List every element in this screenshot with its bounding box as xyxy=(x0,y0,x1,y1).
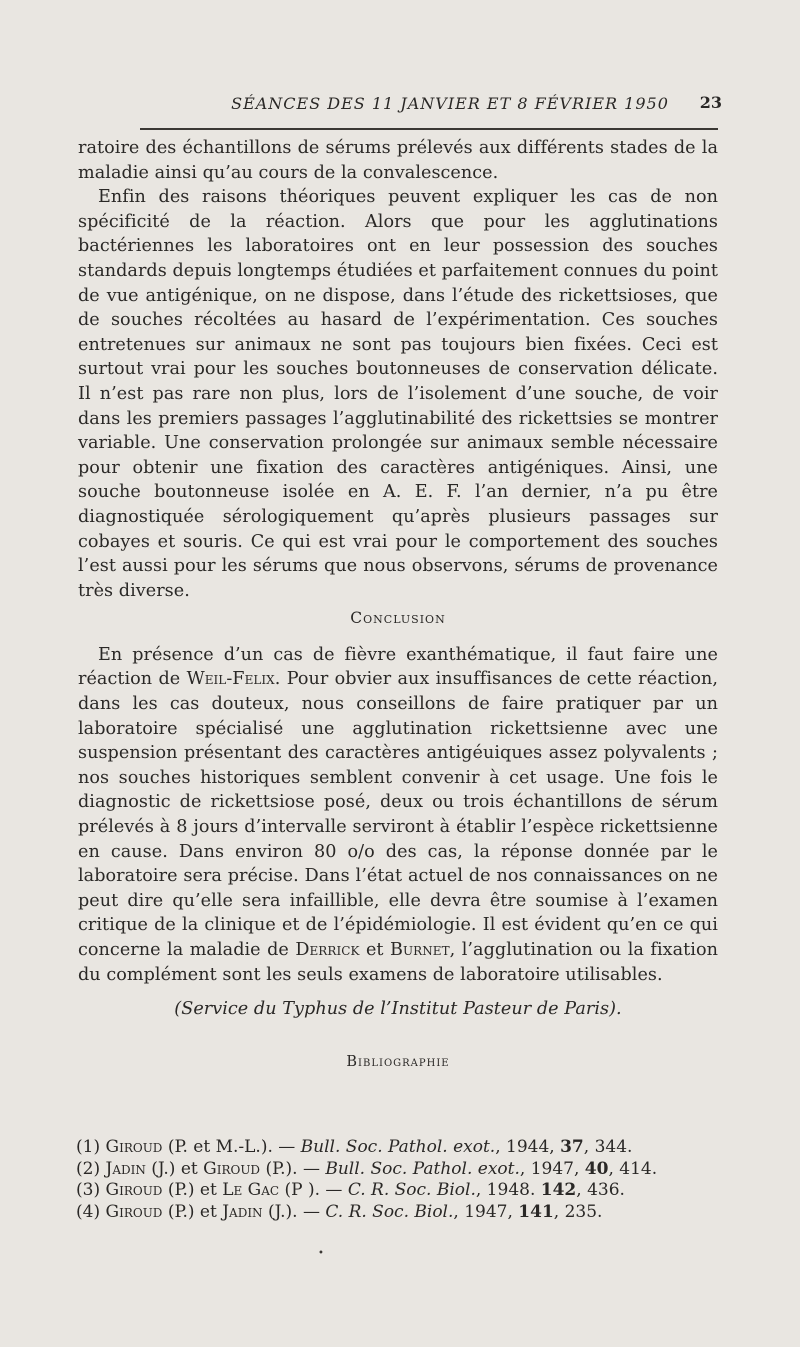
ref-year: , 1947, xyxy=(453,1201,513,1222)
ref-number: (2) xyxy=(76,1158,101,1179)
ref-pages: , 344. xyxy=(583,1137,633,1157)
institution-signature: (Service du Typhus de l’Institut Pasteur de Paris). xyxy=(174,999,622,1020)
ref-author-2-initials: (P.). — xyxy=(265,1158,320,1179)
ref-journal: C. R. Soc. Biol. xyxy=(347,1180,476,1201)
ref-number: (3) xyxy=(76,1180,101,1201)
ref-year: , 1948. xyxy=(475,1180,536,1201)
ref-journal: Bull. Soc. Pathol. exot. xyxy=(325,1158,520,1179)
conclusion-paragraph xyxy=(78,643,718,987)
author-derrick: Derrick xyxy=(295,940,360,960)
ref-author-2: Giroud xyxy=(203,1158,261,1179)
running-header: SÉANCES DES 11 JANVIER ET 8 FÉVRIER 1950 xyxy=(231,94,669,113)
ref-author-initials: (P.) et xyxy=(167,1201,217,1222)
ref-volume: 141 xyxy=(518,1201,554,1222)
ref-author-2: Jadin xyxy=(222,1201,263,1222)
bibliography-item xyxy=(76,1180,736,1202)
body-text xyxy=(78,136,718,1074)
ref-journal: C. R. Soc. Biol. xyxy=(325,1201,454,1222)
header-rule xyxy=(140,128,718,130)
paragraph-continuation: ratoire des échantillons de sérums prélevés aux différents stades de la maladie ainsi qu’au cours de la convalescence. xyxy=(78,138,718,183)
print-speck: • xyxy=(318,1248,324,1259)
conclusion-text-3: , l’agglutination ou la fixation du complément sont les seuls examens de laboratoire utilisables. xyxy=(78,940,718,985)
ref-author: Giroud xyxy=(105,1137,163,1157)
ref-journal: Bull. Soc. Pathol. exot. xyxy=(300,1137,496,1157)
ref-volume: 40 xyxy=(584,1158,609,1179)
ref-author-initials: (P. et M.-L.). — xyxy=(167,1137,296,1157)
ref-author: Giroud xyxy=(105,1180,163,1201)
ref-year: , 1944, xyxy=(495,1137,555,1157)
ref-number: (1) xyxy=(76,1137,101,1157)
ref-year: , 1947, xyxy=(519,1158,580,1179)
ref-pages: , 235. xyxy=(553,1201,603,1222)
ref-author-2-initials: (J.). — xyxy=(267,1201,320,1222)
paragraph-theoretical-reasons: Enfin des raisons théoriques peuvent expliquer les cas de non spécificité de la réaction. Alors que pour les agglutinations bactériennes les laboratoires ont en leur possession des souches standards depuis longtemps étudiées et parfaitement connues du point de vue antigénique, on ne dispose, dans l’étude des rickettsioses, que de souches récoltées au hasard de l’expérimentation. Ces souches entretenues sur animaux ne sont pas toujours bien fixées. Ceci est surtout vrai pour les souches boutonneuses de conservation délicate. Il n’est pas rare non plus, lors de l’isolement d’une souche, de voir dans les premiers passages l’agglutinabilité des rickettsies se montrer variable. Une conservation prolongée sur animaux semble nécessaire pour obtenir une fixation des caractères antigéniques. Ainsi, une souche boutonneuse isolée en A. E. F. l’an dernier, n’a pu être diagnostiquée sérologiquement qu’après plusieurs passages sur cobayes et souris. Ce qui est vrai pour le comportement des souches l’est aussi pour les sérums que nous observons, sérums de provenance très diverse. xyxy=(78,187,718,601)
bibliography-item xyxy=(76,1159,736,1181)
author-weil-felix: Weil-Felix xyxy=(186,669,275,690)
ref-author-initials: (J.) et xyxy=(151,1158,198,1179)
ref-author: Giroud xyxy=(105,1201,163,1222)
ref-pages: , 436. xyxy=(576,1180,625,1201)
ref-pages: , 414. xyxy=(608,1158,658,1179)
page-number: 23 xyxy=(699,93,722,112)
bibliography-heading: Bibliographie xyxy=(346,1053,450,1070)
ref-author: Jadin xyxy=(105,1158,146,1179)
ref-number: (4) xyxy=(76,1201,101,1222)
ref-author-2: Le Gac xyxy=(222,1180,280,1201)
bibliography-item xyxy=(76,1137,736,1159)
bibliography-list xyxy=(76,1137,736,1223)
conclusion-heading: Conclusion xyxy=(350,609,446,628)
author-burnet: Burnet xyxy=(390,940,450,960)
conclusion-text-1: En présence d’un cas de fièvre exanthématique, il faut faire une réaction de xyxy=(78,644,718,690)
conclusion-and: et xyxy=(365,940,384,960)
conclusion-text-2: . Pour obvier aux insuffisances de cette réaction, dans les cas douteux, nous conseillons de faire pratiquer par un laboratoire spécialisé une agglutination rickettsienne avec une suspension présentant des caractères antigéuiques assez polyvalents ; nos souches historiques semblent convenir à cet usage. Une fois le diagnostic de rickettsiose posé, deux ou trois échantillons de sérum prélevés à 8 jours d’intervalle serviront à établir l’espèce rickettsienne en cause. Dans environ 80 o/o des cas, la réponse donnée par le laboratoire sera précise. Dans l’état actuel de nos connaissances on ne peut dire qu’elle sera infaillible, elle devra être soumise à l’examen critique de la clinique et de l’épidémiologie. Il est évident qu’en ce qui concerne la maladie de xyxy=(78,669,718,960)
ref-author-initials: (P.) et xyxy=(167,1180,217,1201)
ref-author-2-initials: (P ). — xyxy=(284,1180,343,1201)
ref-volume: 37 xyxy=(560,1137,584,1157)
bibliography-item xyxy=(76,1202,736,1224)
ref-volume: 142 xyxy=(540,1180,577,1201)
